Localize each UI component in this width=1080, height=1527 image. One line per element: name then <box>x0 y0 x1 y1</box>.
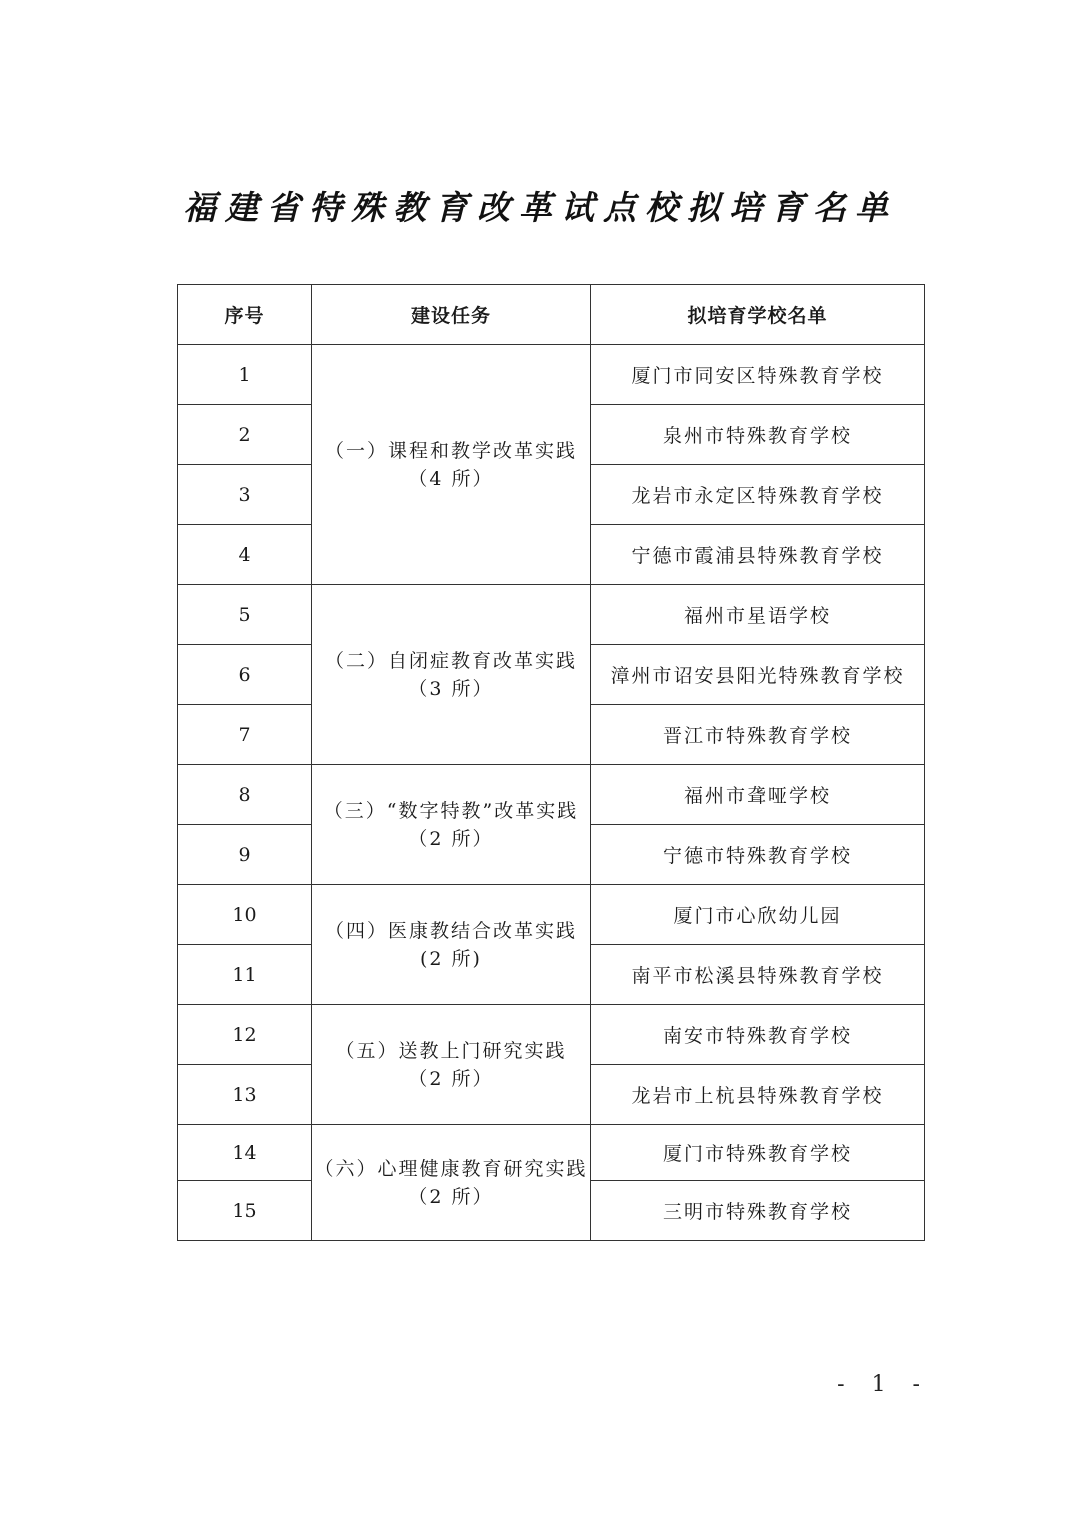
serial-number: 1 <box>178 345 312 405</box>
school-name: 厦门市心欣幼儿园 <box>591 885 925 945</box>
table-row <box>178 765 925 825</box>
serial-number: 14 <box>178 1125 312 1181</box>
serial-number: 2 <box>178 405 312 465</box>
serial-number: 13 <box>178 1065 312 1125</box>
table-header-row <box>178 285 925 345</box>
task-name: （一）课程和教学改革实践 <box>324 439 577 462</box>
school-name: 厦门市同安区特殊教育学校 <box>591 345 925 405</box>
serial-number: 12 <box>178 1005 312 1065</box>
task-count: （4 所） <box>408 467 494 490</box>
school-name: 龙岩市上杭县特殊教育学校 <box>591 1065 925 1125</box>
school-name: 福州市星语学校 <box>591 585 925 645</box>
task-name: （二）自闭症教育改革实践 <box>324 649 577 672</box>
task-cell <box>312 1005 591 1125</box>
task-cell <box>312 345 591 585</box>
task-cell <box>312 885 591 1005</box>
task-count: （2 所） <box>408 827 494 850</box>
school-name: 厦门市特殊教育学校 <box>591 1125 925 1181</box>
school-name: 宁德市特殊教育学校 <box>591 825 925 885</box>
serial-number: 5 <box>178 585 312 645</box>
header-school-list: 拟培育学校名单 <box>591 285 925 345</box>
page-title: 福建省特殊教育改革试点校拟培育名单 <box>183 188 897 227</box>
header-construction-task: 建设任务 <box>312 285 591 345</box>
table-row <box>178 585 925 645</box>
task-count: （2 所） <box>408 1185 494 1208</box>
task-name: （四）医康教结合改革实践 <box>324 919 577 942</box>
task-name: （三）“数字特教”改革实践 <box>323 799 579 822</box>
school-name: 南安市特殊教育学校 <box>591 1005 925 1065</box>
school-name: 晋江市特殊教育学校 <box>591 705 925 765</box>
serial-number: 6 <box>178 645 312 705</box>
table-row <box>178 885 925 945</box>
task-count: （3 所） <box>408 677 494 700</box>
page-number: - 1 - <box>837 1372 930 1397</box>
serial-number: 4 <box>178 525 312 585</box>
school-name: 龙岩市永定区特殊教育学校 <box>591 465 925 525</box>
serial-number: 9 <box>178 825 312 885</box>
task-name: （六）心理健康教育研究实践 <box>314 1157 588 1180</box>
table-row <box>178 1125 925 1181</box>
serial-number: 8 <box>178 765 312 825</box>
school-name: 宁德市霞浦县特殊教育学校 <box>591 525 925 585</box>
task-cell <box>312 585 591 765</box>
task-count: （2 所） <box>408 1067 494 1090</box>
school-name: 泉州市特殊教育学校 <box>591 405 925 465</box>
serial-number: 11 <box>178 945 312 1005</box>
serial-number: 10 <box>178 885 312 945</box>
task-cell <box>312 1125 591 1241</box>
serial-number: 3 <box>178 465 312 525</box>
school-name: 南平市松溪县特殊教育学校 <box>591 945 925 1005</box>
school-name: 三明市特殊教育学校 <box>591 1181 925 1241</box>
table-row <box>178 1005 925 1065</box>
school-name: 漳州市诏安县阳光特殊教育学校 <box>591 645 925 705</box>
task-name: （五）送教上门研究实践 <box>335 1039 567 1062</box>
school-name: 福州市聋哑学校 <box>591 765 925 825</box>
school-list-table <box>177 284 925 1241</box>
task-count: (2 所) <box>420 947 482 970</box>
serial-number: 15 <box>178 1181 312 1241</box>
header-serial-number: 序号 <box>178 285 312 345</box>
serial-number: 7 <box>178 705 312 765</box>
table-row <box>178 345 925 405</box>
task-cell <box>312 765 591 885</box>
